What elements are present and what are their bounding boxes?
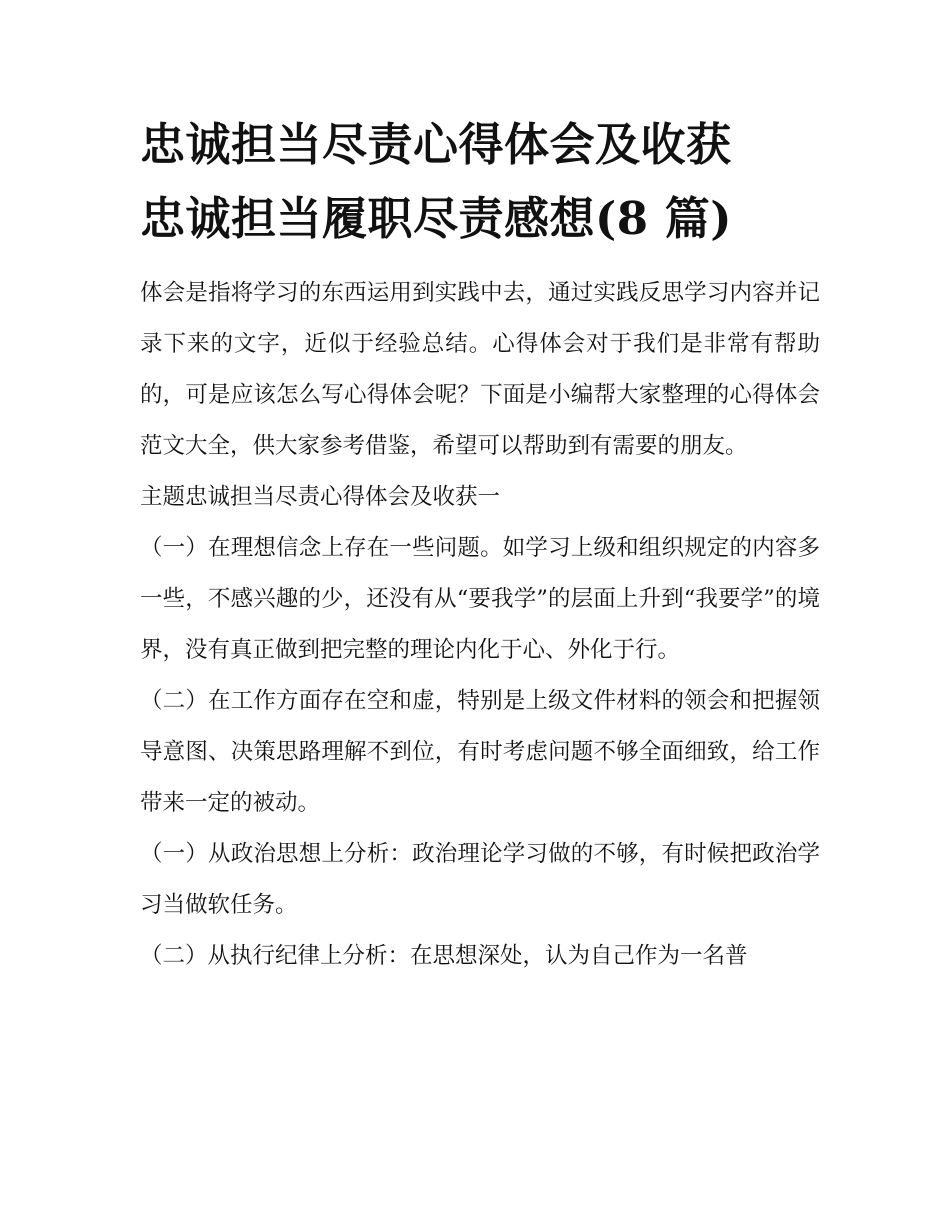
document-title-count: (8 篇)	[595, 192, 733, 245]
intro-paragraph: 体会是指将学习的东西运用到实践中去，通过实践反思学习内容并记录下来的文字，近似于经验总结。心得体会对于我们是非常有帮助的，可是应该怎么写心得体会呢？下面是小编帮大家整理的心得体会范文大全，供大家参考借鉴，希望可以帮助到有需要的朋友。	[140, 280, 820, 459]
document-body	[140, 268, 820, 982]
body-paragraph: （二）在工作方面存在空和虚，特别是上级文件材料的领会和把握领导意图、决策思路理解不到位，有时考虑问题不够全面细致，给工作带来一定的被动。	[140, 688, 820, 816]
body-paragraph: （一）从政治思想上分析：政治理论学习做的不够，有时候把政治学习当做软任务。	[140, 841, 820, 918]
document-title-line-1: 忠诚担当尽责心得体会及收获	[140, 118, 732, 171]
document-page	[140, 112, 820, 982]
body-paragraph: （一）在理想信念上存在一些问题。如学习上级和组织规定的内容多一些，不感兴趣的少，还没有从“要我学”的层面上升到“我要学”的境界，没有真正做到把完整的理论内化于心、外化于行。	[140, 535, 820, 663]
document-title-line-2	[140, 186, 820, 252]
body-paragraph: （二）从执行纪律上分析：在思想深处，认为自己作为一名普	[140, 943, 748, 969]
section-heading: 主题忠诚担当尽责心得体会及收获一	[140, 484, 501, 510]
document-title-line-2-text: 忠诚担当履职尽责感想	[140, 192, 596, 245]
